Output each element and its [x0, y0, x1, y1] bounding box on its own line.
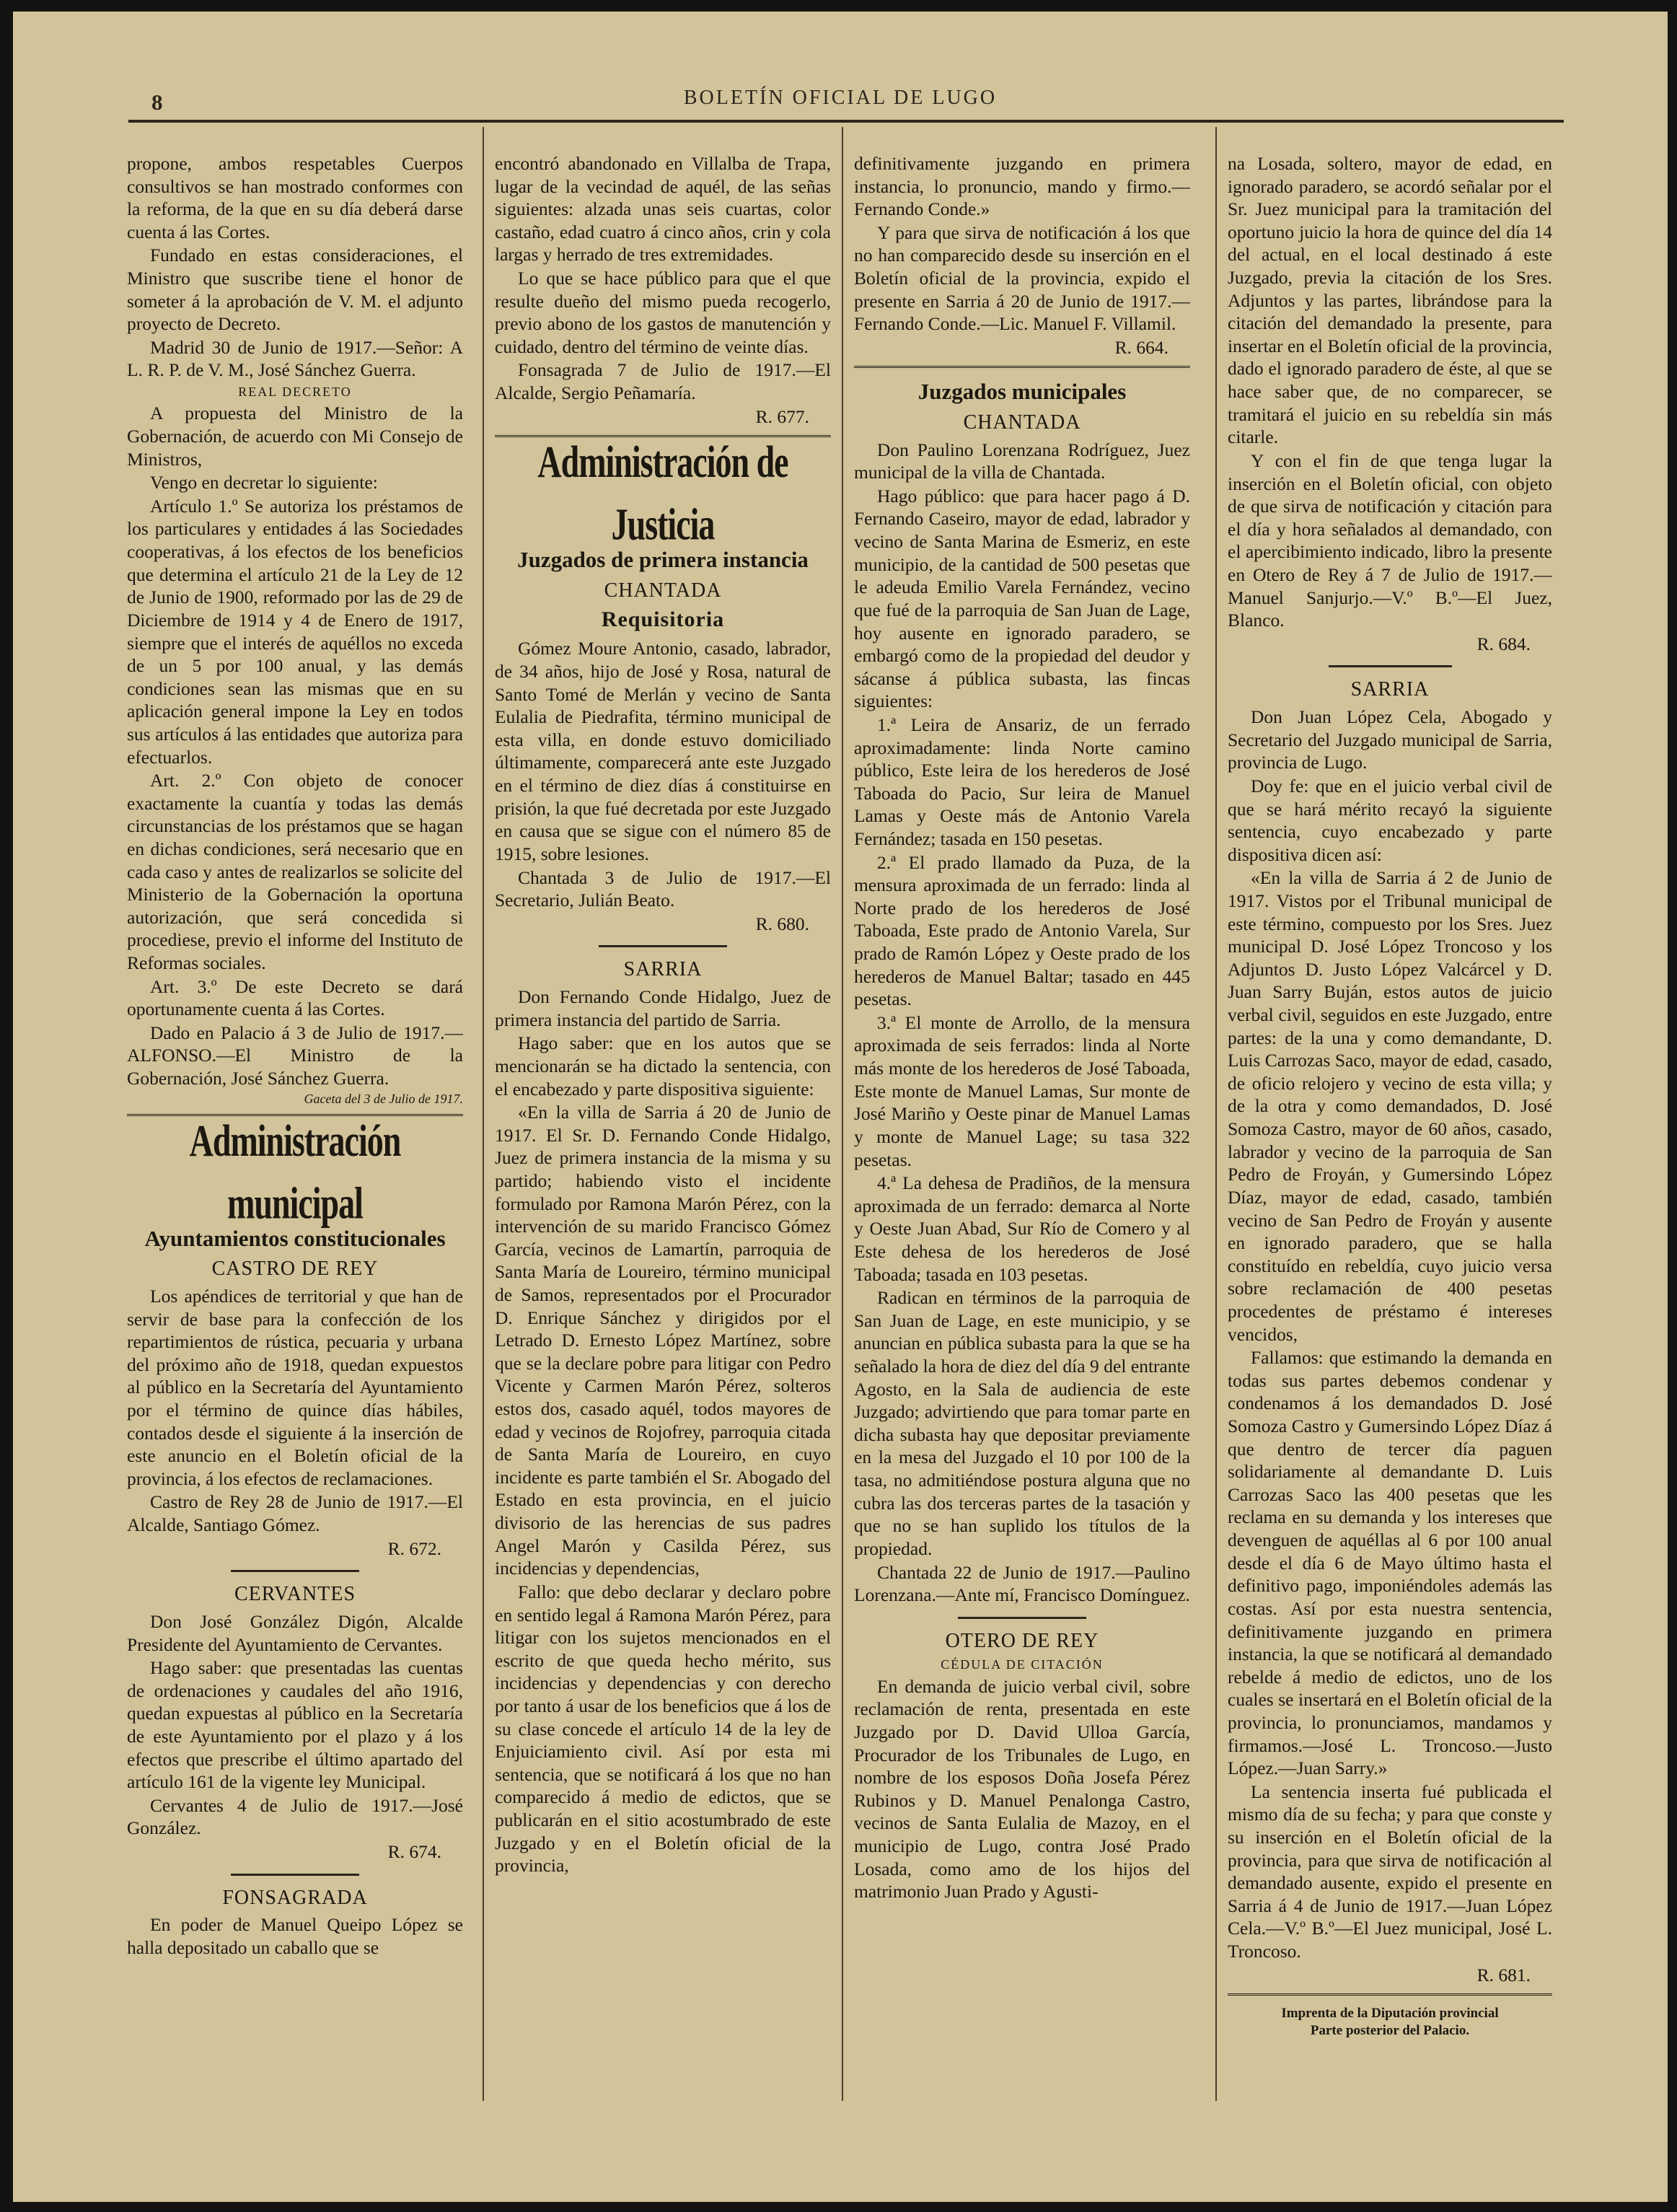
paragraph: na Losada, soltero, mayor de edad, en ignorado paradero, se acordó señalar por el Sr. Juez municipal para la tramitación del oportuno juicio la hora de quince del día 14 del actual, en el local destinado á este Juzgado, previa la citación de los Sres. Adjuntos y las partes, librándose para la citación del demandado la presente, para insertar en el Boletín oficial de la provincia, dado el ignorado paradero de éste, al que se hace saber que, de no comparecer, se tramitará el juicio en su rebeldía sin más citarle. [1228, 153, 1552, 448]
column-3 [854, 152, 1190, 2158]
paragraph: Los apéndices de territorial y que han de servir de base para la confección de los repartimientos de rústica, pecuaria y urbana del próximo año de 1918, quedan expuestos al público en la Secretaría del Ayuntamiento por el término de quince días hábiles, contados desde el siguiente á la inserción de este anuncio en el Boletín oficial de la provincia, á los efectos de reclamaciones. [127, 1285, 463, 1489]
paragraph: Chantada 22 de Junio de 1917.—Paulino Lorenzana.—Ante mí, Francisco Domínguez. [854, 1561, 1190, 1606]
reference-number: R. 681. [1476, 1964, 1531, 1985]
column-divider [1215, 127, 1217, 2101]
paragraph: 3.ª El monte de Arrollo, de la mensura aproximada de seis ferrados: linda al Norte más monte de los herederos de José Taboada, Este monte de Manuel Lamas, Sur monte de José Mariño y Oeste pinar de Manuel Lamas y monte de Manuel Lage; su tasa 322 pesetas. [854, 1011, 1190, 1170]
subsection-heading: Juzgados de primera instancia [517, 547, 809, 573]
paragraph: Cervantes 4 de Julio de 1917.—José González. [127, 1794, 463, 1839]
reference-number: R. 674. [387, 1841, 441, 1863]
paragraph: Doy fe: que en el juicio verbal civil de que se hará mérito recayó la siguiente sentencia, cuyo encabezado y parte dispositiva dicen así: [1228, 775, 1552, 865]
paragraph: Fallamos: que estimando la demanda en todas sus partes debemos condenar y condenamos á los demandados D. José Somoza Castro y Gumersindo López Díaz á que dentro de tercer día paguen solidariamente al demandante D. Luis Carrozas Saco las 400 pesetas que les reclama en su demanda y los intereses que devenguen de aquéllas al 6 por 100 anual desde el día 6 de Mayo último hasta el definitivo pago, imponiéndoles además las costas. Así por esta nuestra sentencia, definitivamente juzgando en primera instancia, la que se notificará al demandado rebelde á medio de edictos, uno de los cuales se insertará en el Boletín oficial de la provincia, lo pronunciamos, mandamos y firmamos.—José L. Troncoso.—Justo López.—Juan Sarry.» [1228, 1347, 1552, 1779]
column-divider [483, 127, 484, 2101]
paragraph: La sentencia inserta fué publicada el mismo día de su fecha; y para que conste y su inserción en el Boletín oficial de la provincia, para que sirva de notificación al demandado ausente, expido el presente en Sarria á 4 de Junio de 1917.—Juan López Cela.—V.º B.º—El Juez municipal, José L. Troncoso. [1228, 1781, 1552, 1962]
section-heading: Administración de Justicia [537, 436, 788, 550]
reference-number: R. 672. [387, 1537, 441, 1559]
paragraph: Madrid 30 de Junio de 1917.—Señor: A L. R. P. de V. M., José Sánchez Guerra. [127, 336, 463, 381]
top-rule [128, 120, 1564, 123]
town-heading: CHANTADA [963, 411, 1081, 434]
printer-line: Parte posterior del Palacio. [1310, 2023, 1470, 2039]
paragraph: encontró abandonado en Villalba de Trapa, lugar de la vecindad de aquél, de las señas siguientes: alzada unas seis cuartas, color castaño, edad cuatro á cinco años, crin y cola largas y herrado de tres extremidades. [495, 153, 831, 265]
reference-number: R. 677. [755, 405, 809, 427]
paragraph: propone, ambos respetables Cuerpos consultivos se han mostrado conformes con la reforma, de la que en su día deberá darse cuenta á las Cortes. [127, 153, 463, 242]
paragraph: Fonsagrada 7 de Julio de 1917.—El Alcalde, Sergio Peñamaría. [495, 359, 831, 404]
separator [231, 1874, 358, 1876]
town-heading: CASTRO DE REY [211, 1258, 379, 1281]
separator [599, 945, 726, 947]
town-heading: CERVANTES [234, 1583, 356, 1606]
subsection-heading: Ayuntamientos constitucionales [144, 1225, 446, 1251]
paragraph: 1.ª Leira de Ansariz, de un ferrado aproximadamente: linda Norte camino público, Este leira de los herederos de José Taboada do Pacio, Sur leira de Manuel Lamas y Oeste más de Antonio Varela Fernández; tasada en 150 pesetas. [854, 714, 1190, 849]
paragraph: Dado en Palacio á 3 de Julio de 1917.—ALFONSO.—El Ministro de la Gobernación, José Sánchez Guerra. [127, 1022, 463, 1089]
town-heading: SARRIA [1350, 678, 1430, 701]
town-heading: CHANTADA [604, 579, 722, 602]
paragraph: Fundado en estas consideraciones, el Ministro que suscribe tiene el honor de someter á la aprobación de V. M. el adjunto proyecto de Decreto. [127, 245, 463, 335]
paragraph: Lo que se hace público para que el que resulte dueño del mismo pueda recogerlo, previo abono de los gastos de manutención y cuidado, dentro del término de veinte días. [495, 268, 831, 357]
paragraph: Hago público: que para hacer pago á D. Fernando Caseiro, mayor de edad, labrador y vecino de Santa Marina de Esmeriz, en este municipio, de la cantidad de 500 pesetas que le adeuda Emilio Varela Fernández, vecino que fué de la parroquia de San Juan de Lage, hoy ausente en ignorado paradero, se embargó como de la propiedad del deudor y sácanse á pública subasta, las fincas siguientes: [854, 485, 1190, 712]
paragraph: Artículo 1.º Se autoriza los préstamos de los particulares y entidades á las Sociedades cooperativas, á los efectos de los beneficios que determina el artículo 21 de la Ley de 12 de Junio de 1900, reformado por las de 29 de Diciembre de 1914 y 4 de Enero de 1917, siempre que el interés de aquéllos no exceda de un 5 por 100 anual, y las demás condiciones sean las mismas que en su aplicación general impone la Ley en todos sus artículos á las entidades que autoriza para efectuarlos. [127, 495, 463, 768]
paragraph: Y con el fin de que tenga lugar la inserción en el Boletín oficial, con objeto de que sirva de notificación y citación para el día y hora señalados al demandado, con el apercibimiento indicado, libro la presente en Otero de Rey á 7 de Julio de 1917.—Manuel Sanjurjo.—V.º B.º—El Juez, Blanco. [1228, 449, 1552, 631]
real-decreto-heading: REAL DECRETO [238, 385, 352, 400]
paragraph: Chantada 3 de Julio de 1917.—El Secretario, Julián Beato. [495, 866, 831, 911]
town-heading: OTERO DE REY [945, 1629, 1099, 1652]
separator [1329, 665, 1452, 667]
paragraph: Castro de Rey 28 de Junio de 1917.—El Alcalde, Santiago Gómez. [127, 1491, 463, 1536]
paragraph: definitivamente juzgando en primera instancia, lo pronuncio, mando y firmo.—Fernando Conde.» [854, 153, 1190, 220]
separator [958, 1617, 1086, 1619]
section-rule [1228, 1993, 1552, 1998]
cedula-heading: CÉDULA DE CITACIÓN [941, 1657, 1104, 1672]
page-number: 8 [151, 89, 163, 115]
paragraph: Don Juan López Cela, Abogado y Secretario del Juzgado municipal de Sarria, provincia de Lugo. [1228, 706, 1552, 773]
paragraph: Don Fernando Conde Hidalgo, Juez de primera instancia del partido de Sarria. [495, 986, 831, 1030]
masthead: BOLETÍN OFICIAL DE LUGO [683, 87, 998, 109]
column-divider [842, 127, 843, 2101]
paragraph: Art. 3.º De este Decreto se dará oportunamente cuenta á las Cortes. [127, 975, 463, 1020]
paragraph: Hago saber: que en los autos que se mencionarán se ha dictado la sentencia, con el encabezado y parte dispositiva siguiente: [495, 1032, 831, 1100]
gaceta-source: Gaceta del 3 de Julio de 1917. [304, 1091, 463, 1106]
paragraph: «En la villa de Sarria á 20 de Junio de 1917. El Sr. D. Fernando Conde Hidalgo, Juez de primera instancia de la misma y su partido; habiendo visto el incidente formulado por Ramona Marón Pérez, con la intervención de su marido Francisco Gómez García, vecinos de Lamartín, parroquia de Santa María de Loureiro, término municipal de Samos, representados por el Procurador D. Enrique Sánchez y dirigidos por el Letrado D. Ernesto López Martínez, sobre que se la declare pobre para litigar con Pedro Vicente y Carmen Marón Pérez, solteros estos dos, casado aquél, todos mayores de edad y vecinos de Rojofrey, parroquia citada de Santa María de Loureiro, en cuyo incidente es parte también el Sr. Abogado del Estado en esta provincia, en el juicio divisorio de las herencias de sus padres Angel Marón y Casilda Pérez, sus incidencias y dependencias, [495, 1102, 831, 1579]
newspaper-page [13, 12, 1668, 2202]
paragraph: 4.ª La dehesa de Pradiños, de la mensura aproximada de un ferrado: demarca al Norte y Oeste Juan Abad, Sur Río de Comero y al Este dehesa de los herederos de José Taboada; tasada en 103 pesetas. [854, 1172, 1190, 1285]
paragraph: Don Paulino Lorenzana Rodríguez, Juez municipal de la villa de Chantada. [854, 439, 1190, 483]
reference-number: R. 684. [1476, 633, 1531, 654]
paragraph: «En la villa de Sarria á 2 de Junio de 1917. Vistos por el Tribunal municipal de este término, compuesto por los Sres. Juez municipal D. José López Troncoso y los Adjuntos D. Justo López Valcárcel y D. Juan Sarry Buján, estos autos de juicio verbal civil, seguidos en este Juzgado, entre partes: de la una y como demandante, D. Luis Carrozas Saco, mayor de edad, casado, de oficio relojero y vecino de esta villa; y de la otra y como demandados, D. José Somoza Castro, mayor de 60 años, casado, labrador y vecino de la parroquia de San Pedro de Froyán, y Gumersindo López Díaz, mayor de edad, casado, también vecino de San Pedro de Froyán y ausente en ignorado paradero, que se halla constituído en rebeldía, cuyo juicio versa sobre reclamación de 400 pesetas procedentes de préstamo é intereses vencidos, [1228, 867, 1552, 1345]
paragraph: Radican en términos de la parroquia de San Juan de Lage, en este municipio, y se anuncian en pública subasta para la que se ha señalado la hora de diez del día 9 del entrante Agosto, en la Sala de audiencia de este Juzgado; advirtiendo que para tomar parte en dicha subasta hay que depositar previamente en la mesa del Juzgado el 10 por 100 de la tasa, no admitiéndose postura alguna que no cubra las dos terceras partes de la tasación y que no se han suplido los títulos de la propiedad. [854, 1287, 1190, 1559]
column-2 [495, 152, 831, 2158]
section-rule [854, 366, 1190, 371]
reference-number: R. 664. [1114, 336, 1168, 358]
paragraph: Hago saber: que presentadas las cuentas de ordenaciones y caudales del año 1916, quedan expuestas al público en la Secretaría de este Ayuntamiento por el plazo y á los efectos que prescribe el último apartado del artículo 161 de la vigente ley Municipal. [127, 1657, 463, 1793]
section-heading: Administración municipal [189, 1115, 401, 1229]
column-1 [127, 152, 463, 2158]
paragraph: Gómez Moure Antonio, casado, labrador, de 34 años, hijo de José y Rosa, natural de Santo Tomé de Merlán y vecino de Santa Eulalia de Piedrafita, término municipal de esta villa, en donde estuvo domiciliado últimamente, comparecerá ante este Juzgado en el término de diez días á constituirse en prisión, la que fué decretada por este Juzgado en causa que se sigue con el número 85 de 1915, sobre lesiones. [495, 638, 831, 864]
paragraph: En demanda de juicio verbal civil, sobre reclamación de renta, presentada en este Juzgado por D. David Ulloa García, Procurador de los Tribunales de Lugo, en nombre de los esposos Doña Josefa Pérez Rubinos y D. Manuel Penalonga Castro, vecinos de Santa Eulalia de Mazoy, en el municipio de Lugo, contra José Prado Losada, como amo de los hijos del matrimonio Juan Prado y Agusti- [854, 1675, 1190, 1902]
town-heading: SARRIA [623, 958, 703, 981]
paragraph: Fallo: que debo declarar y declaro pobre en sentido legal á Ramona Marón Pérez, para litigar con los sujetos mencionados en el escrito de que queda hecho mérito, sus incidencias y dependencias y con derecho por tanto á usar de los beneficios que á los de su clase concede el artículo 14 de la ley de Enjuiciamiento civil. Así por esta mi sentencia, que se notificará á los que no han comparecido á medio de edictos, que se publicarán en el sitio acostumbrado de este Juzgado y en el Boletín oficial de la provincia, [495, 1581, 831, 1877]
paragraph: Vengo en decretar lo siguiente: [150, 472, 378, 493]
reference-number: R. 680. [755, 913, 809, 934]
column-4 [1228, 152, 1552, 2158]
paragraph: Art. 2.º Con objeto de conocer exactamente la cuantía y todas las demás circunstancias de los préstamos que se hagan en dichas condiciones, será necesario que en cada caso y antes de realizarlos se solicite del Ministerio de la Gobernación la oportuna autorización, que será concedida si procediese, previo el informe del Instituto de Reformas sociales. [127, 770, 463, 974]
town-heading: FONSAGRADA [222, 1886, 368, 1909]
requisitoria-heading: Requisitoria [601, 607, 725, 632]
separator [231, 1570, 358, 1572]
paragraph: Don José González Digón, Alcalde Presidente del Ayuntamiento de Cervantes. [127, 1610, 463, 1655]
paragraph: A propuesta del Ministro de la Gobernación, de acuerdo con Mi Consejo de Ministros, [127, 403, 463, 470]
paragraph: Y para que sirva de notificación á los que no han comparecido desde su inserción en el Boletín oficial de la provincia, expido el presente en Sarria á 20 de Junio de 1917.—Fernando Conde.—Lic. Manuel F. Villamil. [854, 221, 1190, 335]
printer-line: Imprenta de la Diputación provincial [1281, 2006, 1499, 2022]
paragraph: En poder de Manuel Queipo López se halla depositado un caballo que se [127, 1914, 463, 1958]
paragraph: 2.ª El prado llamado da Puza, de la mensura aproximada de un ferrado: linda al Norte prado de los herederos de José Taboada, Este prado de Antonio Varela, Sur prado de Ramón López y Oeste prado de los herederos de Manuel Baltar; tasado en 445 pesetas. [854, 851, 1190, 1010]
subsection-heading: Juzgados municipales [917, 379, 1127, 405]
